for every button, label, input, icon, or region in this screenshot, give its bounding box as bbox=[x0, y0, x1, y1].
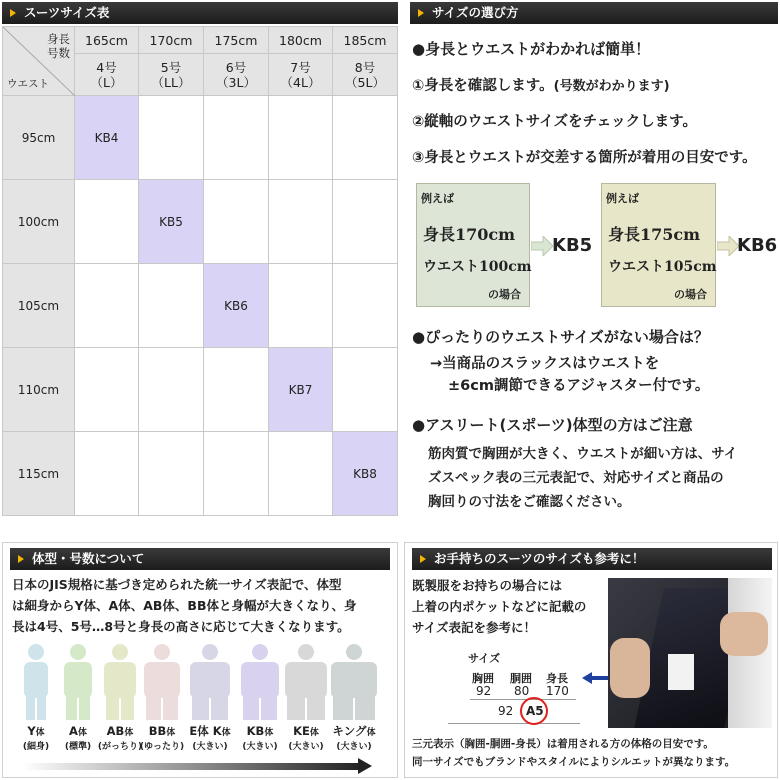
size-cell bbox=[75, 348, 139, 432]
example-box bbox=[601, 183, 716, 307]
arrow-right-icon bbox=[358, 758, 372, 775]
example-box bbox=[416, 183, 530, 307]
example-label: 例えば bbox=[421, 192, 454, 205]
size-tag-value: 92 bbox=[476, 684, 492, 698]
column-number-label: 6号 bbox=[225, 59, 247, 75]
body-figure-label bbox=[281, 725, 331, 753]
arrow-icon bbox=[418, 9, 424, 17]
own-suit-text: 上着の内ポケットなどに記載の bbox=[412, 599, 587, 614]
suit-photo bbox=[608, 578, 772, 728]
column-number-label: 4号 bbox=[96, 59, 117, 75]
body-type-name: A bbox=[69, 724, 78, 738]
column-height: 170cm bbox=[139, 27, 204, 54]
size-cell bbox=[204, 180, 269, 264]
row-waist: 110cm bbox=[3, 348, 75, 432]
guide-step bbox=[412, 74, 670, 95]
own-suit-footer: 三元表示（胸囲-胴囲-身長）は着用される方の体格の目安です。 bbox=[412, 738, 714, 750]
size-cell bbox=[204, 348, 269, 432]
body-type-name: KB bbox=[246, 724, 265, 738]
arrow-bar bbox=[22, 763, 362, 770]
column-height: 165cm bbox=[75, 27, 139, 54]
size-cell bbox=[75, 432, 139, 516]
body-type-note: (がっちり) bbox=[97, 742, 143, 752]
size-guide-header bbox=[410, 2, 778, 24]
waist-axis-label: ウエスト bbox=[7, 78, 49, 90]
column-type-label: （5L） bbox=[345, 74, 385, 90]
body-type-note: (細身) bbox=[22, 742, 50, 752]
body-type-note: (大きい) bbox=[192, 742, 228, 752]
table-corner-cell bbox=[3, 27, 75, 96]
body-type-note: (ゆったり) bbox=[139, 742, 185, 752]
height-axis-label: 身長 bbox=[47, 32, 70, 46]
column-number-label: 8号 bbox=[354, 59, 376, 75]
size-cell bbox=[139, 264, 204, 348]
arrow-right-icon bbox=[717, 236, 739, 256]
body-type-suffix: 体 bbox=[264, 728, 274, 738]
size-table-header bbox=[2, 2, 398, 24]
no-fit-text: →当商品のスラックスはウエストを bbox=[430, 356, 660, 372]
size-guide-title: サイズの選び方 bbox=[432, 5, 519, 20]
size-cell: KB8 bbox=[333, 432, 398, 516]
arrow-icon bbox=[18, 555, 24, 563]
size-tag-title: サイズ bbox=[468, 652, 501, 665]
own-suit-text: 既製服をお持ちの場合には bbox=[412, 578, 563, 593]
own-suit-title: お手持ちのスーツのサイズも参考に！ bbox=[434, 551, 645, 566]
size-cell: KB4 bbox=[75, 96, 139, 180]
size-cell bbox=[269, 96, 333, 180]
hand-right bbox=[720, 612, 768, 656]
example-result: KB5 bbox=[552, 235, 593, 256]
body-type-text: 日本のJIS規格に基づき定められた統一サイズ表記で、体型 bbox=[12, 577, 342, 592]
athlete-text: 胸回りの寸法をご確認ください。 bbox=[428, 494, 631, 510]
size-cell: KB7 bbox=[269, 348, 333, 432]
size-cell bbox=[333, 96, 398, 180]
guide-step: ②縦軸のウエストサイズをチェックします。 bbox=[412, 114, 698, 130]
example-suffix: の場合 bbox=[488, 288, 521, 301]
body-type-suffix: 体 bbox=[124, 728, 134, 738]
example-height: 身長175cm bbox=[608, 225, 701, 244]
body-figure-label bbox=[329, 725, 379, 753]
size-cell bbox=[269, 180, 333, 264]
body-figure-icon bbox=[182, 642, 238, 722]
size-tag-header: 胸囲 bbox=[472, 672, 494, 685]
size-cell bbox=[269, 264, 333, 348]
example-height: 身長170cm bbox=[423, 225, 516, 244]
column-number bbox=[269, 54, 333, 96]
body-type-note: (大きい) bbox=[242, 742, 278, 752]
row-waist: 115cm bbox=[3, 432, 75, 516]
size-cell: KB5 bbox=[139, 180, 204, 264]
column-type-label: （LL） bbox=[151, 74, 191, 90]
body-figure-label bbox=[137, 725, 187, 753]
row-waist: 95cm bbox=[3, 96, 75, 180]
body-figure-label bbox=[185, 725, 235, 753]
size-cell bbox=[204, 432, 269, 516]
column-number bbox=[204, 54, 269, 96]
body-figure-icon bbox=[326, 642, 382, 722]
guide-step-note: (号数がわかります) bbox=[553, 79, 670, 94]
column-height: 185cm bbox=[333, 27, 398, 54]
size-tag-header: 胴囲 bbox=[510, 672, 532, 685]
example-suffix: の場合 bbox=[674, 288, 707, 301]
body-type-suffix: 体 bbox=[309, 728, 319, 738]
body-type-text: は細身からY体、A体、AB体、BB体と身幅が大きくなり、身 bbox=[12, 598, 357, 613]
size-cell bbox=[139, 348, 204, 432]
guide-step-text: ①身長を確認します。 bbox=[412, 78, 554, 94]
size-label-photo bbox=[668, 654, 694, 690]
athlete-text: ズスペック表の三元表記で、対応サイズと商品の bbox=[428, 470, 724, 486]
guide-step: ③身長とウエストが交差する箇所が着用の目安です。 bbox=[412, 150, 757, 166]
no-fit-heading: ●ぴったりのウエストサイズがない場合は？ bbox=[412, 328, 709, 346]
body-type-suffix: 体 bbox=[366, 728, 376, 738]
column-type-label: （3L） bbox=[216, 74, 256, 90]
column-number bbox=[333, 54, 398, 96]
size-tag-value: 80 bbox=[514, 684, 530, 698]
own-suit-text: サイズ表記を参考に！ bbox=[412, 620, 537, 635]
body-type-header bbox=[10, 548, 390, 570]
body-type-name: Y bbox=[27, 724, 36, 738]
column-type-label: （4L） bbox=[280, 74, 321, 90]
body-type-note: (大きい) bbox=[288, 742, 324, 752]
body-type-name: AB bbox=[106, 724, 125, 738]
column-height: 180cm bbox=[269, 27, 333, 54]
own-suit-footer: 同一サイズでもブランドやスタイルによりシルエットが異なります。 bbox=[412, 756, 736, 768]
own-suit-header bbox=[412, 548, 772, 570]
column-number bbox=[139, 54, 204, 96]
size-cell bbox=[333, 180, 398, 264]
size-tag bbox=[448, 642, 580, 724]
size-cell bbox=[75, 264, 139, 348]
size-cell bbox=[204, 96, 269, 180]
example-waist: ウエスト105cm bbox=[608, 259, 717, 275]
size-tag-code-prefix: 92 bbox=[498, 704, 514, 718]
size-cell bbox=[139, 432, 204, 516]
row-waist: 105cm bbox=[3, 264, 75, 348]
body-type-note: (大きい) bbox=[336, 742, 372, 752]
column-height: 175cm bbox=[204, 27, 269, 54]
size-cell: KB6 bbox=[204, 264, 269, 348]
hand-left bbox=[610, 638, 650, 698]
athlete-heading: ●アスリート(スポーツ)体型の方はご注意 bbox=[412, 416, 693, 434]
column-number bbox=[75, 54, 139, 96]
column-number-label: 5号 bbox=[160, 59, 182, 75]
body-type-suffix: 体 bbox=[166, 728, 176, 738]
arrow-icon bbox=[420, 555, 426, 563]
size-table-title: スーツサイズ表 bbox=[24, 5, 110, 20]
row-waist: 100cm bbox=[3, 180, 75, 264]
example-waist: ウエスト100cm bbox=[423, 259, 532, 275]
no-fit-text: ±6cm調節できるアジャスター付です。 bbox=[448, 378, 710, 394]
column-type-label: （L） bbox=[90, 74, 123, 90]
size-tag-code: A5 bbox=[526, 704, 544, 718]
example-label: 例えば bbox=[606, 192, 639, 205]
guide-heading: ●身長とウエストがわかれば簡単！ bbox=[412, 40, 651, 58]
body-type-title: 体型・号数について bbox=[32, 551, 145, 566]
body-type-name: キング bbox=[332, 724, 367, 738]
example-result: KB6 bbox=[737, 235, 778, 256]
size-tag-value: 170 bbox=[546, 684, 569, 698]
body-figure-label bbox=[235, 725, 285, 753]
body-type-name: KE bbox=[293, 724, 310, 738]
size-table bbox=[2, 26, 398, 516]
body-type-name: BB bbox=[148, 724, 167, 738]
size-cell bbox=[333, 348, 398, 432]
size-tag-divider bbox=[470, 699, 576, 700]
body-type-suffix: 体 bbox=[35, 728, 45, 738]
size-cell bbox=[75, 180, 139, 264]
body-type-suffix: 体 bbox=[221, 728, 231, 738]
size-tag-header: 身長 bbox=[546, 672, 568, 685]
arrow-right-icon bbox=[531, 236, 553, 256]
body-type-text: 長は4号、5号…8号と身長の高さに応じて大きくなります。 bbox=[12, 619, 350, 634]
body-type-name: E体 K bbox=[189, 724, 222, 738]
arrow-icon bbox=[10, 9, 16, 17]
body-type-note: (標準) bbox=[64, 742, 92, 752]
number-axis-label: 号数 bbox=[47, 46, 70, 60]
column-number-label: 7号 bbox=[290, 59, 311, 75]
athlete-text: 筋肉質で胸囲が大きく、ウエストが細い方は、サイ bbox=[428, 446, 738, 462]
size-cell bbox=[333, 264, 398, 348]
size-cell bbox=[269, 432, 333, 516]
size-cell bbox=[139, 96, 204, 180]
body-type-suffix: 体 bbox=[77, 728, 87, 738]
